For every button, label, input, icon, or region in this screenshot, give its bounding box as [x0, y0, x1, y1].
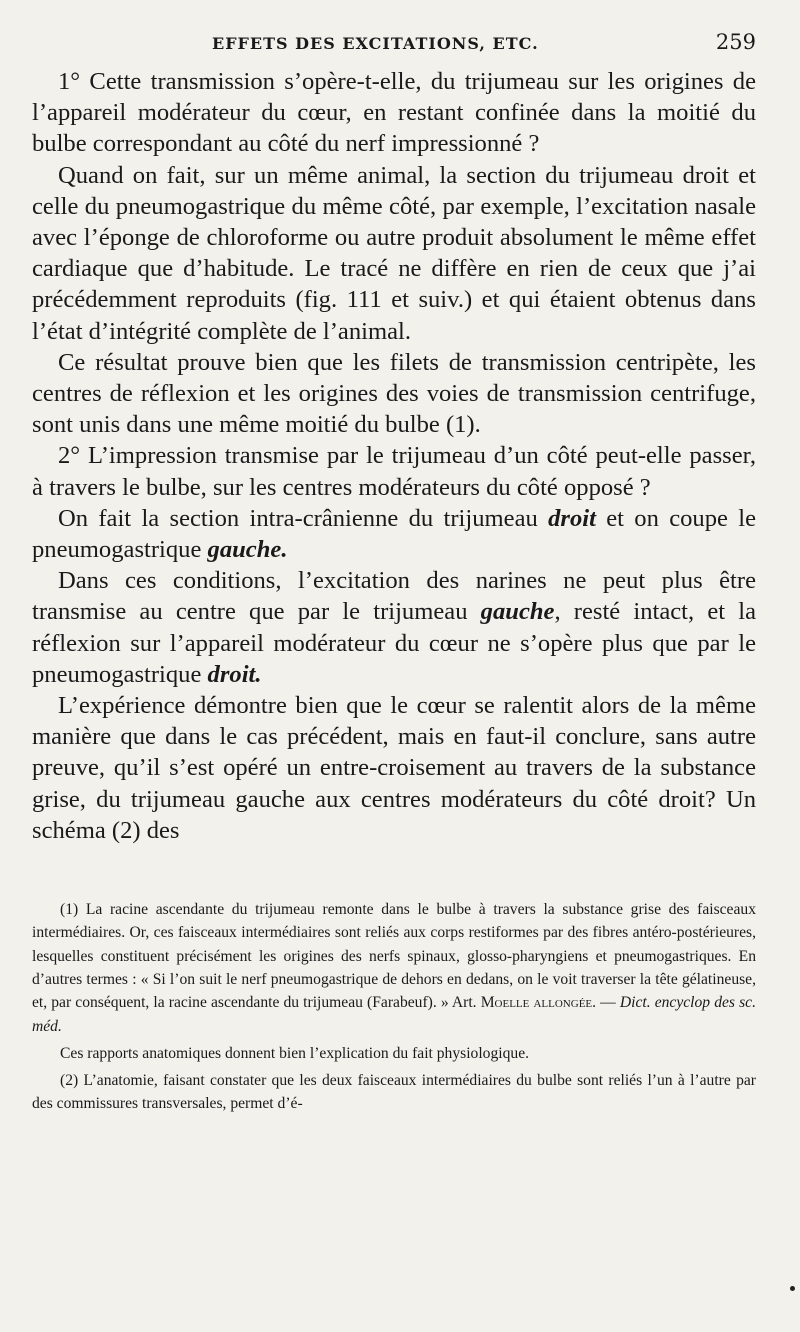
paragraph-6-text-c: , resté intact, et la réflexion sur l’appareil modérateur du cœur ne s’opère plus que par le pneumogastrique — [32, 598, 756, 688]
paragraph-6 — [32, 565, 756, 690]
page-number: 259 — [715, 30, 756, 54]
footnotes — [32, 898, 756, 1116]
footnote-1-continuation: Ces rapports anatomiques donnent bien l’explication du fait physiologique. — [60, 1044, 530, 1062]
running-head — [32, 30, 756, 66]
paragraph-1: 1° Cette transmission s’opère-t-elle, du trijumeau sur les origines de l’appareil modérateur du cœur, en restant confinée dans la moitié du bulbe correspondant au côté du nerf impressionné ? — [32, 68, 756, 158]
footnote-1-article-title: Moelle allongée — [480, 994, 593, 1012]
paragraph-5-text-c: et on coupe le pneumogastrique — [32, 504, 756, 564]
paragraph-5 — [32, 503, 756, 565]
paragraph-7: L’expérience démontre bien que le cœur se ralentit alors de la même manière que dans le cas précédent, mais en faut-il conclure, sans autre preuve, qu’il s’est opéré un entre-croisement au travers de la substance grise, du trijumeau gauche aux centres modérateurs du côté droit? Un schéma (2) des — [32, 692, 756, 844]
running-title: EFFETS DES EXCITATIONS, ETC. — [212, 34, 539, 53]
paragraph-2: Quand on fait, sur un même animal, la section du trijumeau droit et celle du pneumogastrique du même côté, par exemple, l’excitation nasale avec l’éponge de chloroforme ou autre produit absolument le même effet cardiaque que d’habitude. Le tracé ne diffère en rien de ceux que j’ai précédemment reproduits (fig. 111 et suiv.) et qui étaient obtenus dans l’état d’intégrité complète de l’animal. — [32, 161, 756, 345]
footnote-1-text: (1) La racine ascendante du trijumeau remonte dans le bulbe à travers la substance grise des faisceaux intermédiaires. Or, ces faisceaux intermédiaires sont reliés aux corps restiformes par des fibres antéro-postérieures, lesquelles constituent précisément les origines des nerfs spinaux, glosso-pharyngiens et pneumogastriques. En d’autres termes : « Si l’on suit le nerf pneumogastrique de dehors en dedans, on le voit traverser la tête gélatineuse, et, par conséquent, la racine ascendante du trijumeau (Farabeuf). » Art. — [32, 901, 756, 1012]
paragraph-5-text-a: On fait la section intra-crânienne du trijumeau — [58, 504, 549, 532]
paragraph-5-emphasis-gauche: gauche. — [207, 536, 288, 564]
footnote-1 — [32, 898, 756, 1038]
paragraph-4: 2° L’impression transmise par le trijumeau d’un côté peut-elle passer, à travers le bulbe, sur les centres modérateurs du côté opposé ? — [32, 442, 756, 501]
footnote-1-separator: . — — [592, 994, 620, 1012]
paragraph-3: Ce résultat prouve bien que les filets de transmission centripète, les centres de réflexion et les origines des voies de transmission centrifuge, sont unis dans une même moitié du bulbe (1). — [32, 348, 756, 439]
footnote-2: (2) L’anatomie, faisant constater que les deux faisceaux intermédiaires du bulbe sont reliés l’un à l’autre par des commissures transversales, permet d’é- — [32, 1072, 756, 1113]
body-text — [32, 66, 756, 846]
paragraph-6-text-a: Dans ces conditions, l’excitation des narines ne peut plus être transmise au centre que par le trijumeau — [32, 567, 756, 626]
paragraph-5-emphasis-droit: droit — [548, 504, 596, 532]
footnote-1-source: Dict. encyclop des sc. méd. — [32, 994, 756, 1035]
paragraph-6-emphasis-gauche: gauche — [480, 598, 555, 626]
print-speck — [790, 1286, 795, 1291]
paragraph-6-emphasis-droit: droit. — [207, 660, 262, 688]
